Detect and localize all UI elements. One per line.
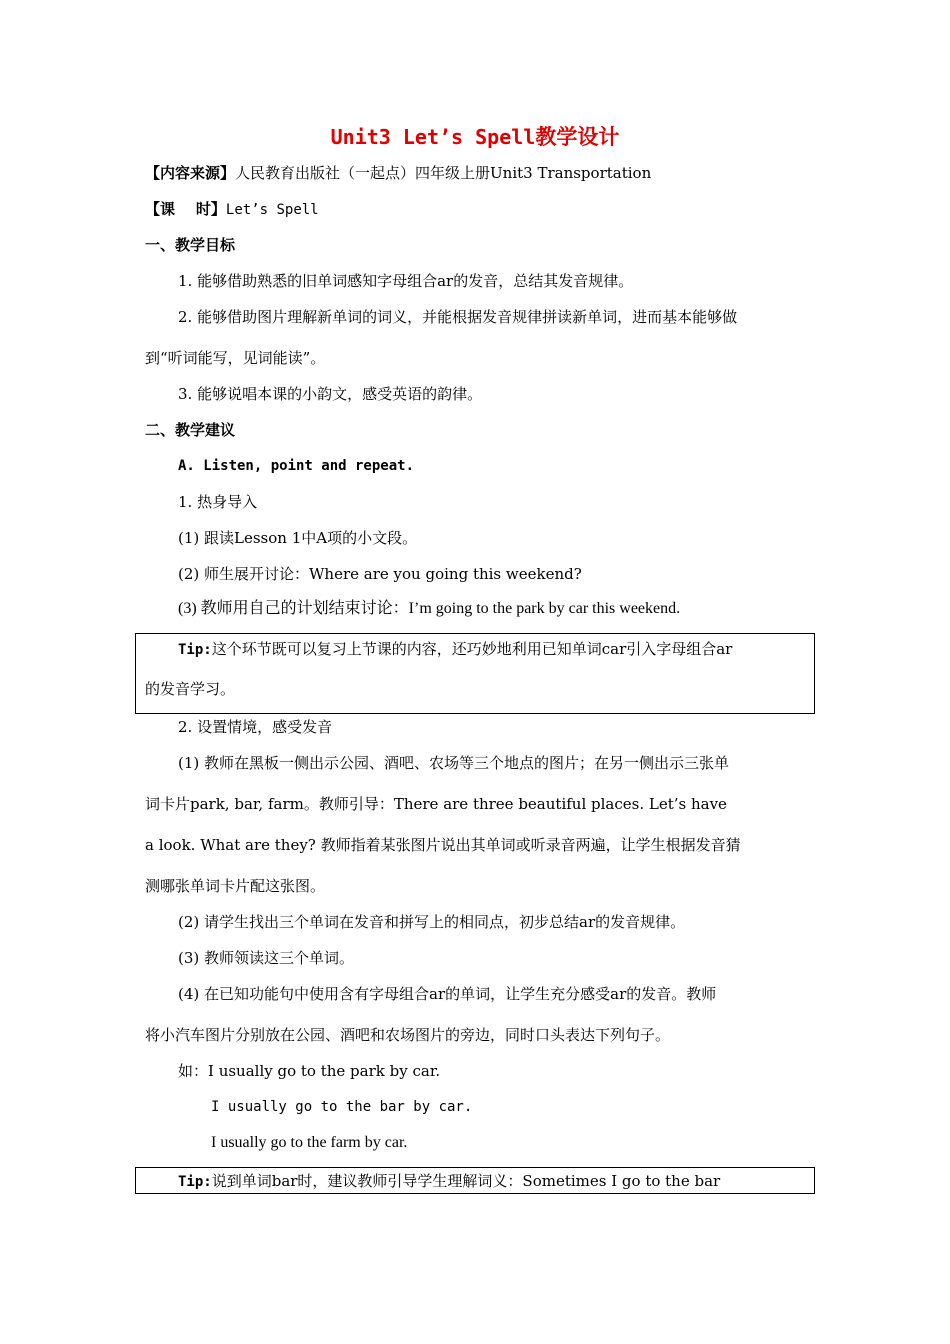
step-line: (3) 教师领读这三个单词。 (178, 949, 355, 967)
objective-item: 1. 能够借助熟悉的旧单词感知字母组合ar的发音，总结其发音规律。 (178, 272, 634, 290)
tip-line (178, 639, 846, 660)
source-line (145, 163, 813, 183)
tip-label: Tip: (178, 1174, 212, 1190)
step-line: a look. What are they? 教师指着某张图片说出其单词或听录音两遍，让学生根据发音猜 (145, 836, 741, 854)
tip-line: 的发音学习。 (145, 680, 236, 698)
step-line: (2) 请学生找出三个单词在发音和拼写上的相同点，初步总结ar的发音规律。 (178, 913, 686, 931)
tip-line (178, 1171, 846, 1192)
source-text: 人民教育出版社（一起点）四年级上册Unit3 Transportation (235, 164, 652, 182)
section-heading-suggestions: 二、教学建议 (145, 421, 236, 439)
step-line: 将小汽车图片分别放在公园、酒吧和农场图片的旁边，同时口头表达下列句子。 (145, 1026, 671, 1044)
example-sentence: I usually go to the farm by car. (211, 1134, 408, 1151)
step-item: (2) 师生展开讨论：Where are you going this weekend? (178, 565, 582, 583)
objective-item-continued: 到“听词能写，见词能读”。 (145, 349, 326, 367)
title-chinese: 教学设计 (535, 124, 620, 149)
period-text: Let’s Spell (225, 202, 319, 218)
section-heading-objectives: 一、教学目标 (145, 236, 236, 254)
source-label: 【内容来源】 (145, 164, 236, 182)
title-english: Unit3 Let’s Spell (330, 125, 536, 149)
period-line (145, 199, 813, 220)
objective-item: 2. 能够借助图片理解新单词的词义，并能根据发音规律拼读新单词，进而基本能够做 (178, 308, 738, 326)
tip-label: Tip: (178, 642, 212, 658)
step-item: (3) 教师用自己的计划结束讨论：I’m going to the park by car this weekend. (178, 600, 681, 617)
tip-box (135, 633, 815, 714)
step-title: 1. 热身导入 (178, 493, 258, 511)
step-line: 词卡片park, bar, farm。教师引导：There are three beautiful places. Let’s have (145, 795, 727, 813)
step-line: (1) 教师在黑板一侧出示公园、酒吧、农场等三个地点的图片；在另一侧出示三张单 (178, 754, 730, 772)
tip-text: 说到单词bar时，建议教师引导学生理解词义：Sometimes I go to the bar (211, 1172, 721, 1190)
step-line: (4) 在已知功能句中使用含有字母组合ar的单词，让学生充分感受ar的发音。教师 (178, 985, 717, 1003)
part-a-heading: A. Listen, point and repeat. (178, 458, 415, 474)
document-title (0, 124, 950, 150)
example-sentence: I usually go to the bar by car. (211, 1099, 473, 1115)
period-label: 【课 时】 (145, 200, 226, 218)
step-line: 测哪张单词卡片配这张图。 (145, 877, 326, 895)
tip-box (135, 1167, 815, 1194)
step-title: 2. 设置情境，感受发音 (178, 718, 333, 736)
example-sentence: 如：I usually go to the park by car. (178, 1062, 441, 1080)
objective-item: 3. 能够说唱本课的小韵文，感受英语的韵律。 (178, 385, 483, 403)
step-item: (1) 跟读Lesson 1中A项的小文段。 (178, 529, 418, 547)
tip-text: 这个环节既可以复习上节课的内容，还巧妙地利用已知单词car引入字母组合ar (211, 640, 733, 658)
